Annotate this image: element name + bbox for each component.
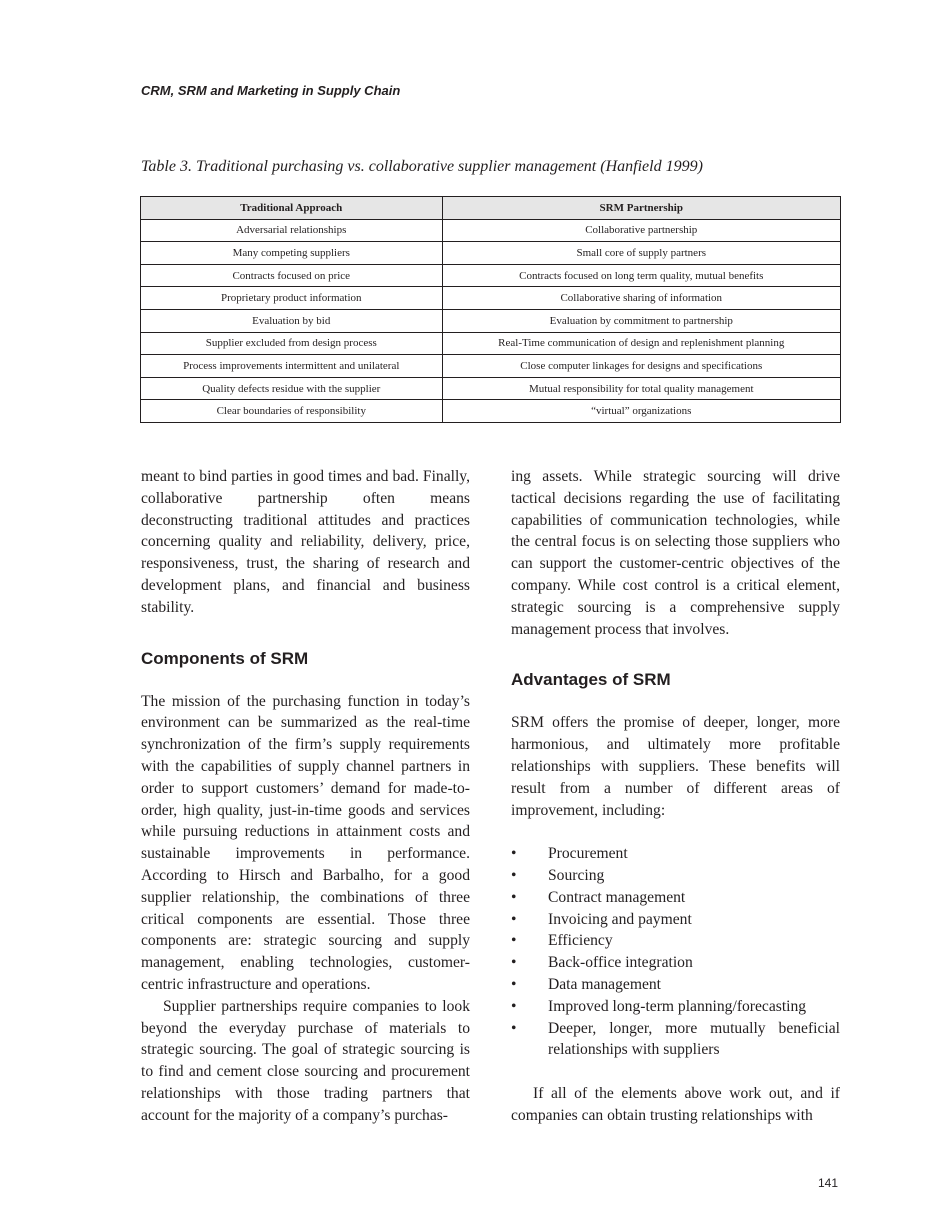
table-cell: Contracts focused on price bbox=[141, 264, 443, 287]
list-item: • Procurement bbox=[511, 843, 840, 865]
paragraph: meant to bind parties in good times and bad. Finally, collaborative partnership often means deconstructing traditional attitudes and practices concerning quality and reliability, delivery, price, responsiveness, trust, the sharing of research and development plans, and financial and business stability. bbox=[141, 468, 470, 616]
table-row bbox=[141, 219, 841, 242]
list-item: • Improved long-term planning/forecasting bbox=[511, 996, 840, 1018]
bullet-list bbox=[511, 843, 840, 1061]
list-item: • Data management bbox=[511, 974, 840, 996]
table-header: Traditional Approach bbox=[141, 197, 443, 220]
table-cell: Evaluation by bid bbox=[141, 309, 443, 332]
table-cell: Clear boundaries of responsibility bbox=[141, 400, 443, 423]
paragraph: SRM offers the promise of deeper, longer, more harmonious, and ultimately more profitable relationships with suppliers. These benefits will result from a number of different areas of improvement, including: bbox=[511, 714, 840, 819]
table-cell: Small core of supply partners bbox=[442, 242, 840, 265]
list-item: • Back-office integration bbox=[511, 952, 840, 974]
paragraph: Supplier partnerships require companies to look beyond the everyday purchase of materials to strategic sourcing. The goal of strategic sourcing is to find and cement close sourcing and procurement relationships with those trading partners that account for the majority of a company’s purchas- bbox=[141, 997, 470, 1124]
table-cell: Mutual responsibility for total quality management bbox=[442, 377, 840, 400]
table-row bbox=[141, 332, 841, 355]
table-cell: Collaborative sharing of information bbox=[442, 287, 840, 310]
list-item: • Efficiency bbox=[511, 930, 840, 952]
table-cell: Supplier excluded from design process bbox=[141, 332, 443, 355]
paragraph: The mission of the purchasing function in today’s environment can be summarized as the real-time synchronization of the firm’s supply requirements with the capabilities of supply channel partners in order to support customers’ demand for made-to-order, high quality, just-in-time goods and services while pursuing reductions in attainment costs and sustainable improvements in performance. According to Hirsch and Barbalho, for a good supplier relationship, the combinations of three critical components are essential. Those three components are: strategic sourcing and supply management, enabling technologies, customer-centric infrastructure and operations. bbox=[141, 692, 470, 993]
table-cell: “virtual” organizations bbox=[442, 400, 840, 423]
list-item: • Sourcing bbox=[511, 865, 840, 887]
left-column bbox=[141, 466, 470, 1127]
section-heading: Advantages of SRM bbox=[511, 670, 671, 690]
table-row bbox=[141, 309, 841, 332]
table-caption: Table 3. Traditional purchasing vs. collaborative supplier management (Hanfield 1999) bbox=[141, 158, 703, 175]
list-item: • Invoicing and payment bbox=[511, 909, 840, 931]
table-cell: Proprietary product information bbox=[141, 287, 443, 310]
right-column bbox=[511, 466, 840, 1127]
comparison-table bbox=[140, 196, 841, 423]
list-item: • Contract management bbox=[511, 887, 840, 909]
page-number: 141 bbox=[818, 1176, 839, 1190]
table-cell: Collaborative partnership bbox=[442, 219, 840, 242]
table-row bbox=[141, 377, 841, 400]
table-cell: Close computer linkages for designs and specifications bbox=[442, 355, 840, 378]
table-cell: Evaluation by commitment to partnership bbox=[442, 309, 840, 332]
table-cell: Quality defects residue with the supplier bbox=[141, 377, 443, 400]
table-cell: Real-Time communication of design and replenishment planning bbox=[442, 332, 840, 355]
paragraph: If all of the elements above work out, and if companies can obtain trusting relationships with bbox=[511, 1084, 840, 1124]
table-row bbox=[141, 355, 841, 378]
table-row bbox=[141, 287, 841, 310]
table-cell: Process improvements intermittent and unilateral bbox=[141, 355, 443, 378]
paragraph: ing assets. While strategic sourcing will drive tactical decisions regarding the use of facilitating capabilities of communication technologies, while the central focus is on selecting those suppliers who can support the customer-centric objectives of the company. While cost control is a critical element, strategic sourcing is a comprehensive supply management process that involves. bbox=[511, 468, 840, 638]
running-head: CRM, SRM and Marketing in Supply Chain bbox=[141, 83, 401, 98]
table-header-row bbox=[141, 197, 841, 220]
table-cell: Adversarial relationships bbox=[141, 219, 443, 242]
table-cell: Many competing suppliers bbox=[141, 242, 443, 265]
table-header: SRM Partnership bbox=[442, 197, 840, 220]
table-row bbox=[141, 242, 841, 265]
section-heading: Components of SRM bbox=[141, 648, 309, 668]
table-cell: Contracts focused on long term quality, mutual benefits bbox=[442, 264, 840, 287]
list-item: • Deeper, longer, more mutually beneficial relationships with suppliers bbox=[511, 1018, 840, 1062]
table-row bbox=[141, 264, 841, 287]
table-row bbox=[141, 400, 841, 423]
